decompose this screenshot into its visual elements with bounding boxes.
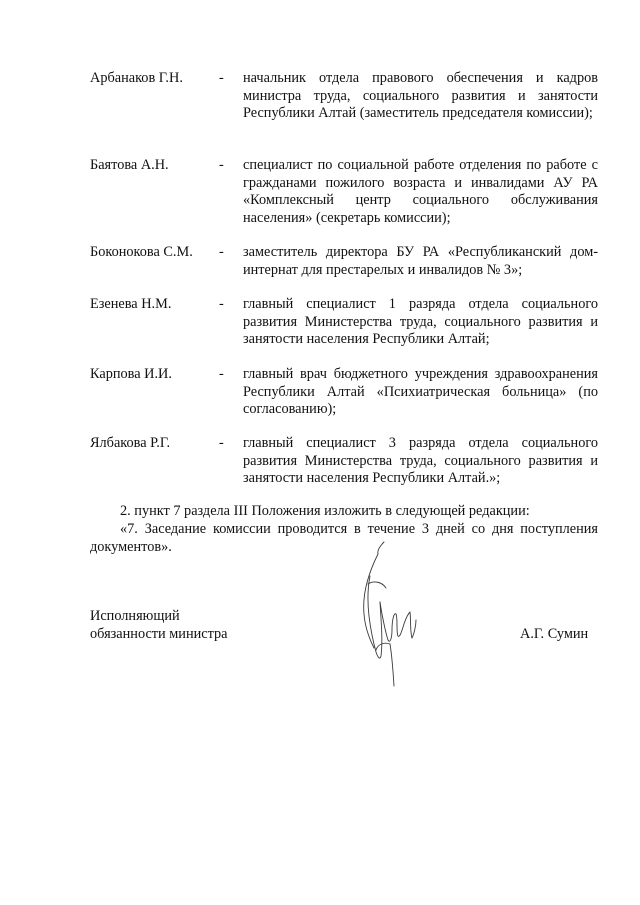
member-name: Боконокова С.М.: [90, 244, 193, 260]
signer-position-line2: обязанности министра: [90, 625, 228, 642]
amendment-quote: «7. Заседание комиссии проводится в течение 3 дней со дня поступления документов».: [90, 521, 598, 555]
member-role: специалист по социальной работе отделения по работе с гражданами пожилого возраста и инвалидами АУ РА «Комплексный центр социального обслуживания населения» (секретарь комиссии);: [243, 157, 598, 226]
member-name: Карпова И.И.: [90, 366, 172, 382]
member-dash: -: [219, 366, 224, 382]
member-role: начальник отдела правового обеспечения и кадров министра труда, социального развития и занятости Республики Алтай (заместитель председателя комиссии);: [243, 70, 598, 121]
signer-position-line1: Исполняющий: [90, 608, 180, 624]
member-name: Ялбакова Р.Г.: [90, 435, 171, 451]
member-dash: -: [219, 157, 224, 173]
member-name: Езенева Н.М.: [90, 296, 172, 312]
signer-name: А.Г. Сумин: [520, 626, 589, 642]
amendment-item: 2. пункт 7 раздела III Положения изложить в следующей редакции:: [120, 503, 530, 519]
member-role: главный специалист 1 разряда отдела социального развития Министерства труда, социального развития и занятости населения Республики Алтай;: [243, 296, 598, 347]
member-dash: -: [219, 70, 224, 86]
handwritten-signature: [340, 540, 440, 690]
member-dash: -: [219, 296, 224, 312]
member-name: Баятова А.Н.: [90, 157, 169, 173]
member-role: заместитель директора БУ РА «Республиканский дом-интернат для престарелых и инвалидов № 3»;: [243, 244, 598, 278]
member-role: главный врач бюджетного учреждения здравоохранения Республики Алтай «Психиатрическая больница» (по согласованию);: [243, 366, 598, 417]
member-dash: -: [219, 435, 224, 451]
signer-position: [90, 608, 290, 643]
member-role: главный специалист 3 разряда отдела социального развития Министерства труда, социального развития и занятости населения Республики Алтай.»;: [243, 435, 598, 486]
member-name: Арбанаков Г.Н.: [90, 70, 183, 86]
member-dash: -: [219, 244, 224, 260]
